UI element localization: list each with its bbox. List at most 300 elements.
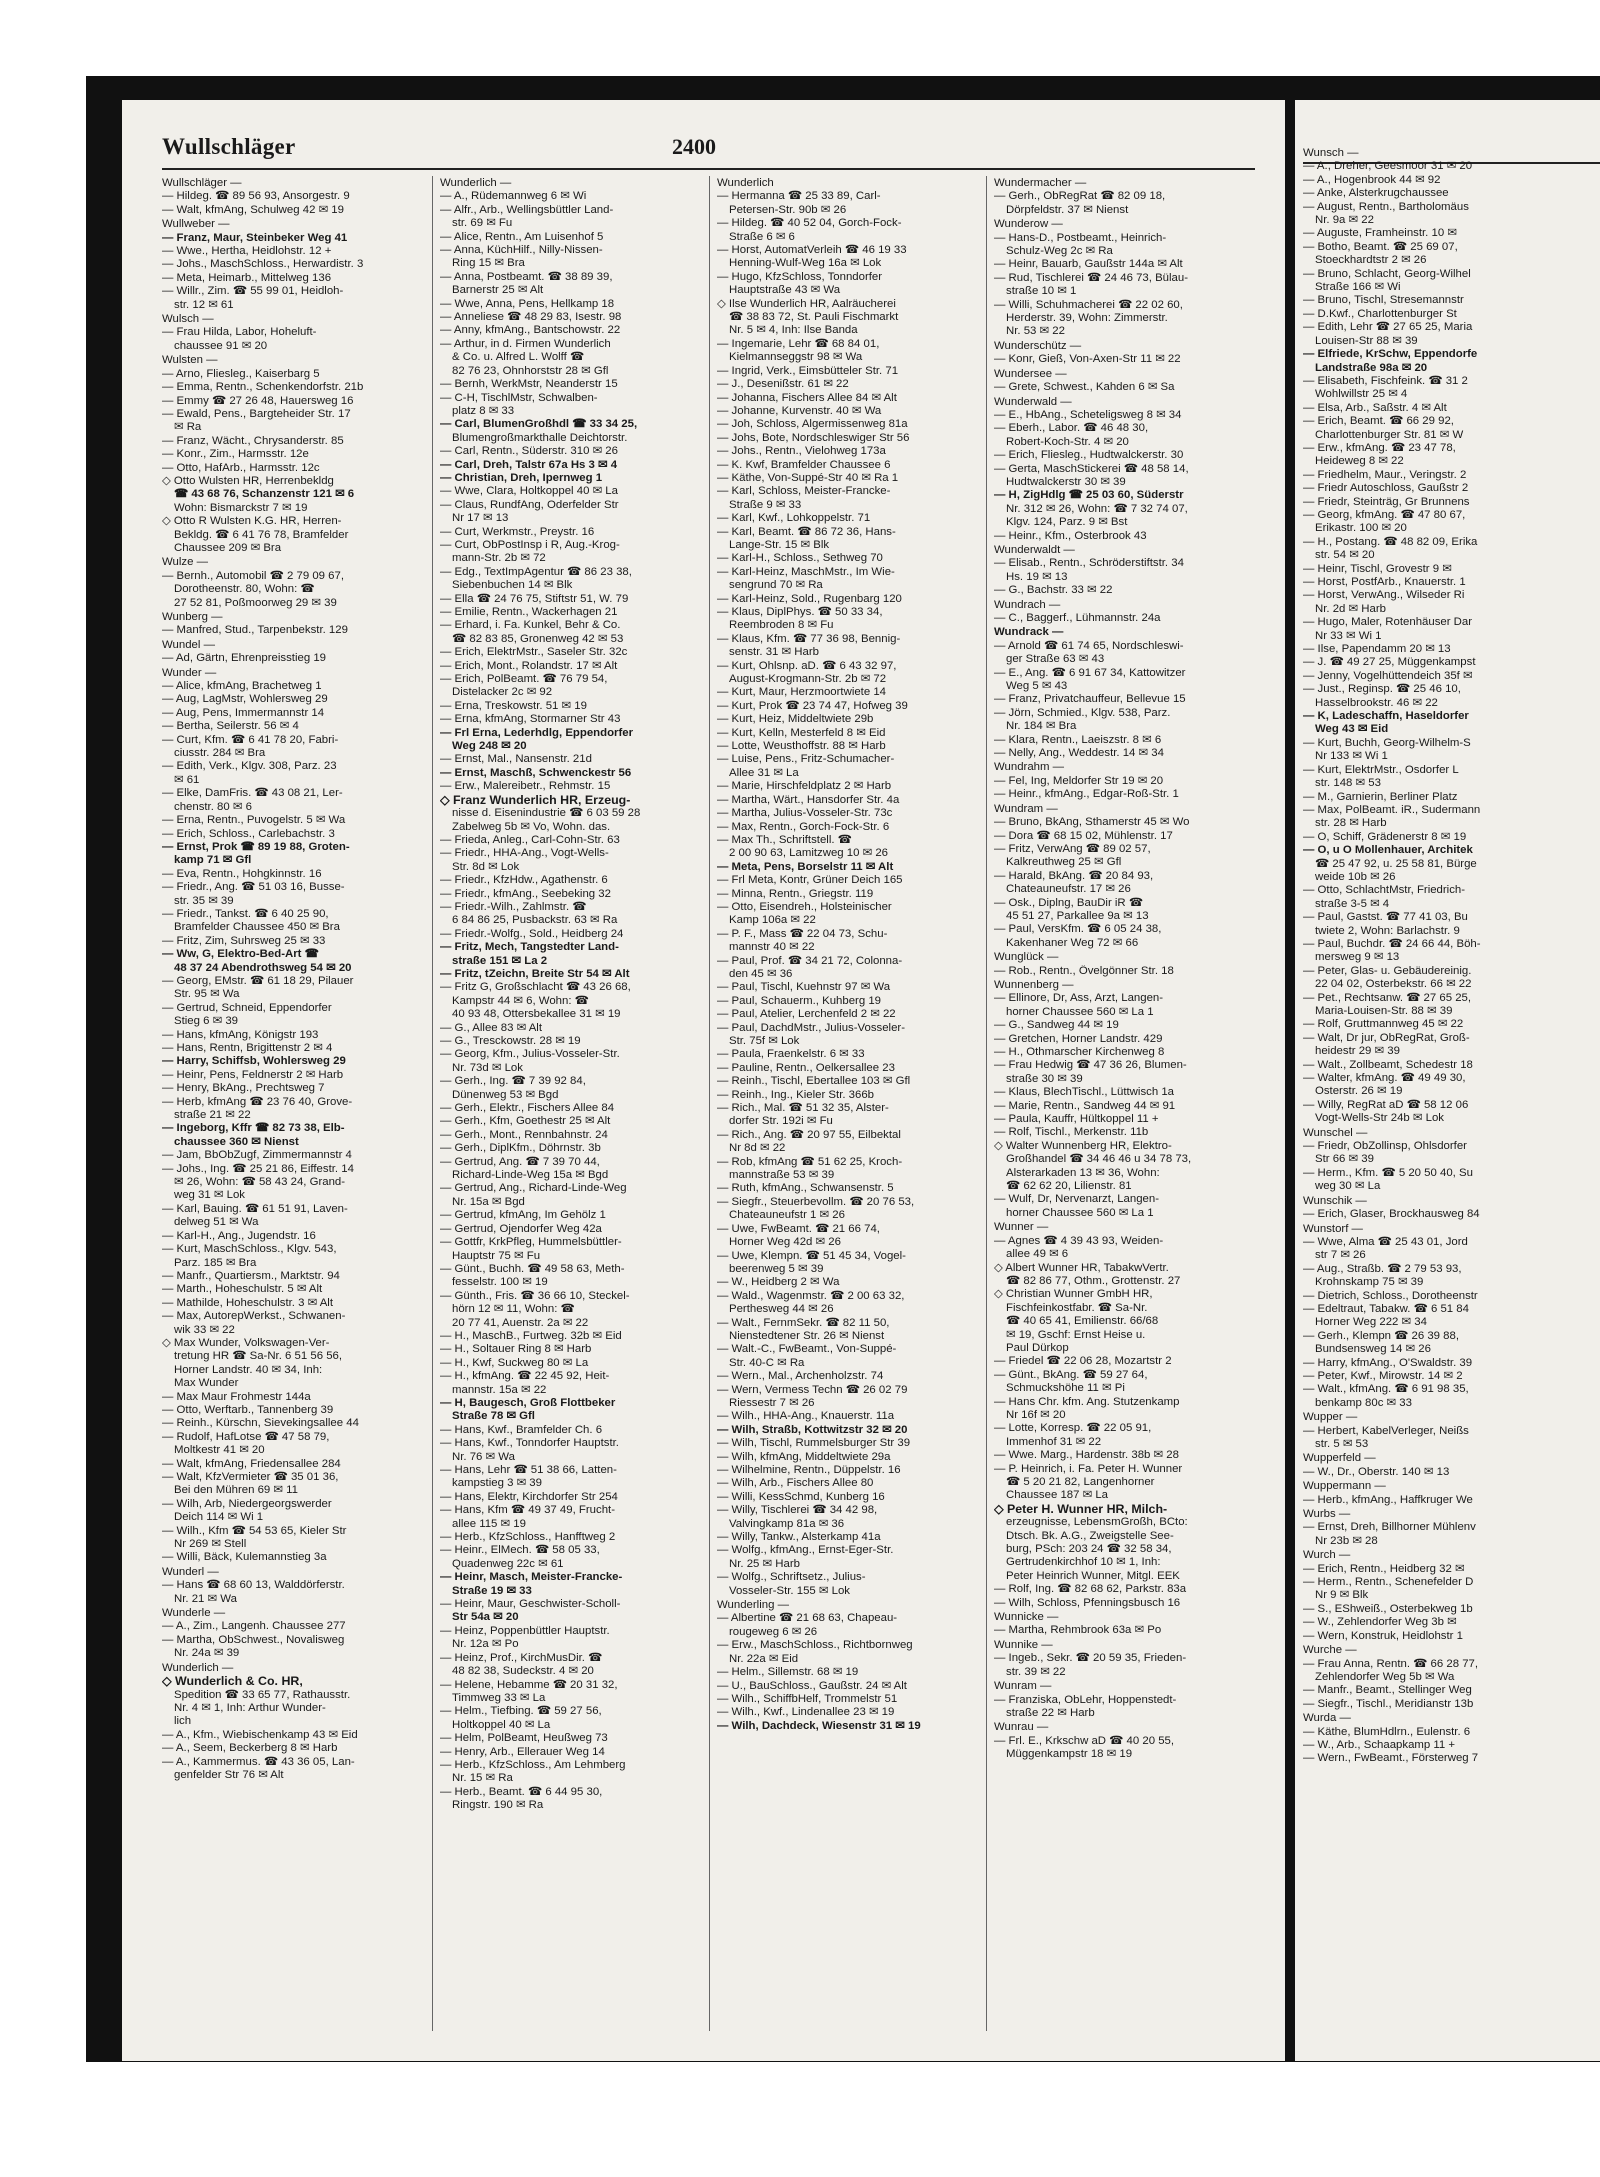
directory-entry: — Herb., Beamt. ☎ 6 44 95 30, bbox=[440, 1785, 603, 1798]
directory-entry: Chaussee 187 ✉ La bbox=[1006, 1489, 1109, 1502]
directory-entry: sengrund 70 ✉ Ra bbox=[729, 579, 823, 592]
directory-entry: Nr 9 ✉ Blk bbox=[1315, 1589, 1369, 1602]
directory-entry: — Rolf, Tischl., Merkenstr. 11b bbox=[994, 1126, 1149, 1139]
directory-entry: — Heinr, Maur, Geschwister-Scholl- bbox=[440, 1598, 621, 1611]
directory-entry: — Aug, LagMstr, Wohlersweg 29 bbox=[162, 693, 328, 706]
surname-heading: Wuppermann — bbox=[1303, 1480, 1386, 1493]
directory-entry: — Kurt, Maur, Herzmoortwiete 14 bbox=[717, 686, 887, 699]
directory-entry: — C., Baggerf., Lühmannstr. 24a bbox=[994, 612, 1161, 624]
directory-entry: Straße 78 ✉ Gfl bbox=[452, 1410, 535, 1423]
directory-entry: — Claus, RundfAng, Oderfelder Str bbox=[440, 498, 619, 511]
directory-entry: Nr. 15a ✉ Bgd bbox=[452, 1195, 525, 1208]
directory-entry: — Frieda, Anleg., Carl-Cohn-Str. 63 bbox=[440, 833, 620, 846]
directory-entry: — Manfr., Quartiersm., Marktstr. 94 bbox=[162, 1269, 340, 1282]
directory-entry: weg 31 ✉ Lok bbox=[174, 1189, 245, 1202]
directory-entry: Nr 17 ✉ 13 bbox=[452, 512, 509, 525]
directory-entry: — Günt., Buchh. ☎ 49 58 63, Meth- bbox=[440, 1262, 625, 1275]
surname-heading: Wurch — bbox=[1303, 1549, 1351, 1562]
directory-entry: — Dora ☎ 68 15 02, Mühlenstr. 17 bbox=[994, 829, 1173, 842]
directory-entry: — Frl Erna, Lederhdlg, Eppendorfer bbox=[440, 726, 634, 739]
directory-entry: allee 115 ✉ 19 bbox=[452, 1517, 526, 1530]
directory-entry: Kamp 106a ✉ 22 bbox=[729, 914, 816, 927]
directory-entry: — Heinr., Kfm., Osterbrook 43 bbox=[994, 529, 1147, 542]
directory-entry: den 45 ✉ 36 bbox=[729, 967, 793, 980]
directory-entry: — Fritz, Mech, Tangstedter Land- bbox=[440, 941, 619, 954]
directory-entry: Nr. 184 ✉ Bra bbox=[1006, 720, 1077, 733]
surname-heading: Wullweber — bbox=[162, 218, 230, 231]
directory-entry: — Herm., Kfm. ☎ 5 20 50 40, Su bbox=[1303, 1166, 1473, 1179]
directory-entry: — Ingrid, Verk., Eimsbütteler Str. 71 bbox=[717, 364, 899, 377]
directory-entry: fesselstr. 100 ✉ 19 bbox=[452, 1276, 548, 1289]
directory-entry: Nr. 2d ✉ Harb bbox=[1315, 602, 1386, 615]
directory-entry: — Reinh., Tischl, Ebertallee 103 ✉ Gfl bbox=[717, 1075, 911, 1088]
directory-entry: — Karl-Heinz, MaschMstr., Im Wie- bbox=[717, 565, 895, 578]
directory-entry: Horner Weg 222 ✉ 34 bbox=[1315, 1316, 1427, 1329]
directory-entry: — Carl, BlumenGroßhdl ☎ 33 34 25, bbox=[440, 418, 638, 431]
directory-entry: — Wilh., SchiffbHelf, Trommelstr 51 bbox=[717, 1692, 898, 1705]
directory-entry: Bundsensweg 14 ✉ 26 bbox=[1315, 1343, 1431, 1356]
directory-entry: Nr. 53 ✉ 22 bbox=[1006, 325, 1065, 338]
directory-entry: — Friedel ☎ 22 06 28, Mozartstr 2 bbox=[994, 1355, 1172, 1368]
directory-entry: — Hermanna ☎ 25 33 89, Carl- bbox=[717, 190, 881, 203]
directory-entry: Nr 33 ✉ Wi 1 bbox=[1315, 629, 1382, 642]
directory-entry: — G., Tresckowstr. 28 ✉ 19 bbox=[440, 1035, 581, 1047]
directory-entry: — Walt, Dr jur, ObRegRat, Groß- bbox=[1303, 1031, 1470, 1044]
surname-heading: Wunschel — bbox=[1303, 1126, 1368, 1139]
directory-entry: — Eva, Rentn., Hohgkinnstr. 16 bbox=[162, 867, 322, 880]
directory-entry: 20 77 41, Auenstr. 2a ✉ 22 bbox=[452, 1316, 589, 1329]
surname-heading: Wundrahm — bbox=[994, 761, 1065, 774]
directory-entry: Kampstr 44 ✉ 6, Wohn: ☎ bbox=[452, 994, 589, 1007]
directory-entry: — Wilh, Schloss, Pfenningsbusch 16 bbox=[994, 1596, 1181, 1609]
directory-entry: Hauptstr 75 ✉ Fu bbox=[452, 1249, 541, 1262]
directory-entry: — O, Schiff, Grädenerstr 8 ✉ 19 bbox=[1303, 830, 1467, 843]
directory-entry: Riessestr 7 ✉ 26 bbox=[729, 1396, 815, 1409]
directory-entry: Str. 95 ✉ Wa bbox=[174, 988, 240, 1001]
directory-entry: — Walt.-C., FwBeamt., Von-Suppé- bbox=[717, 1343, 897, 1356]
directory-entry: Lange-Str. 15 ✉ Blk bbox=[729, 538, 830, 551]
directory-entry: beerenweg 5 ✉ 39 bbox=[729, 1262, 824, 1275]
directory-entry: genfelder Str 76 ✉ Alt bbox=[174, 1768, 284, 1781]
directory-entry: — Fritz, tZeichn, Breite Str 54 ✉ Alt bbox=[440, 967, 630, 980]
directory-entry: — Paul, VersKfm. ☎ 6 05 24 38, bbox=[994, 923, 1162, 936]
directory-entry: ☎ 62 62 20, Lilienstr. 81 bbox=[1006, 1180, 1132, 1193]
directory-entry: — Hans, Lehr ☎ 51 38 66, Latten- bbox=[440, 1464, 617, 1476]
directory-entry: — Willy, RegRat aD ☎ 58 12 06 bbox=[1303, 1098, 1469, 1111]
directory-entry: — Lotte, Weusthoffstr. 88 ✉ Harb bbox=[717, 740, 886, 753]
directory-entry: — Kurt, Kelln, Mesterfeld 8 ✉ Eid bbox=[717, 726, 886, 739]
directory-entry: — Friedr., KfzHdw., Agathenstr. 6 bbox=[440, 874, 608, 887]
directory-entry: — Hans ☎ 68 60 13, Walddörferstr. bbox=[162, 1579, 345, 1592]
surname-heading: Wunsch — bbox=[1303, 147, 1359, 159]
directory-entry: — Günth., Fris. ☎ 36 66 10, Steckel- bbox=[440, 1289, 630, 1302]
surname-heading: Wunram — bbox=[994, 1680, 1052, 1693]
directory-entry: — Elisab., Rentn., Schröderstiftstr. 34 bbox=[994, 557, 1184, 570]
directory-entry: Chateauneufstr. 17 ✉ 26 bbox=[1006, 883, 1131, 896]
directory-entry: — Franziska, ObLehr, Hoppenstedt- bbox=[994, 1693, 1177, 1706]
directory-entry: — Herb., KfzSchloss., Am Lehmberg bbox=[440, 1758, 626, 1771]
directory-column-4 bbox=[994, 176, 1254, 2061]
directory-entry: — Ingeb., Sekr. ☎ 20 59 35, Frieden- bbox=[994, 1652, 1187, 1665]
directory-entry: Gertrudenkirchhof 10 ✉ 1, Inh: bbox=[1006, 1556, 1161, 1569]
directory-entry: Chaussee 209 ✉ Bra bbox=[174, 541, 282, 554]
directory-entry: — Klara, Rentn., Laeiszstr. 8 ✉ 6 bbox=[994, 733, 1162, 746]
directory-entry: — Kurt, Heiz, Middeltwiete 29b bbox=[717, 713, 874, 726]
directory-entry: Holtkoppel 40 ✉ La bbox=[452, 1718, 551, 1731]
page-header bbox=[162, 134, 1257, 164]
directory-entry: — Martha, Rehmbrook 63a ✉ Po bbox=[994, 1624, 1162, 1637]
directory-entry: — Walt., Zollbeamt, Schedestr 18 bbox=[1303, 1058, 1473, 1071]
directory-entry: — Erich, Beamt. ☎ 66 29 92, bbox=[1303, 415, 1454, 428]
directory-entry: — Konr, Gieß, Von-Axen-Str 11 ✉ 22 bbox=[994, 353, 1181, 366]
directory-entry: — Herbert, KabelVerleger, Neißs bbox=[1303, 1424, 1469, 1437]
directory-entry: — Erw., MaschSchloss., Richtbornweg bbox=[717, 1639, 913, 1652]
directory-entry: — H., Soltauer Ring 8 ✉ Harb bbox=[440, 1343, 592, 1356]
directory-entry: — Rob, kfmAng ☎ 51 62 25, Kroch- bbox=[717, 1155, 903, 1168]
directory-entry: Nr. 9a ✉ 22 bbox=[1315, 214, 1374, 227]
directory-entry: — Nelly, Ang., Weddestr. 14 ✉ 34 bbox=[994, 747, 1164, 760]
directory-column-right bbox=[1303, 146, 1600, 2061]
directory-entry: — Frl. E., Krkschw aD ☎ 40 20 55, bbox=[994, 1734, 1175, 1747]
surname-heading: Wunderl — bbox=[162, 1565, 219, 1578]
surname-heading: Wundermacher — bbox=[994, 177, 1087, 189]
directory-entry: — Aug, Pens, Immermannstr 14 bbox=[162, 706, 325, 719]
directory-entry: — Carl, Rentn., Süderstr. 310 ✉ 26 bbox=[440, 445, 618, 458]
directory-entry: — G., Allee 83 ✉ Alt bbox=[440, 1021, 542, 1034]
directory-entry: — Anneliese ☎ 48 29 83, Isestr. 98 bbox=[440, 311, 622, 324]
surname-heading: Wunderschütz — bbox=[994, 339, 1082, 352]
directory-entry: — Hans, Kwf., Tonndorfer Hauptstr. bbox=[440, 1437, 619, 1450]
surname-heading: Wunderle — bbox=[162, 1607, 226, 1620]
directory-entry: — Meta, Heimarb., Mittelweg 136 bbox=[162, 271, 332, 284]
directory-entry: Str 54a ✉ 20 bbox=[452, 1611, 519, 1624]
directory-entry: Müggenkampstr 18 ✉ 19 bbox=[1006, 1748, 1133, 1761]
directory-entry: chenstr. 80 ✉ 6 bbox=[174, 800, 252, 813]
directory-entry: — Wolfg., kfmAng., Ernst-Eger-Str. bbox=[717, 1544, 894, 1557]
directory-entry: — Horst, PostfArb., Knauerstr. 1 bbox=[1303, 576, 1466, 588]
directory-entry: — Friedr., HHA-Ang., Vogt-Wells- bbox=[440, 847, 609, 860]
directory-entry: — Anna, KüchHilf., Nilly-Nissen- bbox=[440, 244, 603, 257]
directory-entry: — Ernst, Mal., Nansenstr. 21d bbox=[440, 753, 592, 766]
directory-entry: — Agnes ☎ 4 39 43 93, Weiden- bbox=[994, 1234, 1164, 1247]
directory-entry: Vosseler-Str. 155 ✉ Lok bbox=[729, 1584, 850, 1597]
directory-entry: — Gerh., Mont., Rennbahnstr. 24 bbox=[440, 1128, 608, 1141]
directory-entry: — Friedr., Tankst. ☎ 6 40 25 90, bbox=[162, 907, 329, 920]
directory-entry: — A., Zim., Langenh. Chaussee 277 bbox=[162, 1620, 346, 1633]
directory-entry: — Emilie, Rentn., Wackerhagen 21 bbox=[440, 606, 618, 618]
directory-entry: horner Chaussee 560 ✉ La 1 bbox=[1006, 1005, 1154, 1018]
directory-entry: Bei den Mühren 69 ✉ 11 bbox=[174, 1484, 298, 1497]
directory-entry: — Johanne, Kurvenstr. 40 ✉ Wa bbox=[717, 404, 882, 417]
directory-column-2 bbox=[440, 176, 700, 2061]
directory-entry: Barnerstr 25 ✉ Alt bbox=[452, 284, 544, 297]
directory-entry: — Wilhelmine, Rentn., Düppelstr. 16 bbox=[717, 1464, 901, 1476]
directory-entry: — Kurt, Buchh, Georg-Wilhelm-S bbox=[1303, 736, 1471, 749]
directory-entry: — Gertrud, kfmAng, Im Gehölz 1 bbox=[440, 1209, 606, 1222]
surname-heading: Wunderlich bbox=[717, 177, 774, 189]
directory-entry: — Dietrich, Schloss., Dorotheenstr bbox=[1303, 1289, 1478, 1302]
directory-entry: — Jörn, Schmied., Klgv. 538, Parz. bbox=[994, 706, 1171, 719]
directory-entry: — Fritz, Zim, Suhrsweg 25 ✉ 33 bbox=[162, 934, 326, 947]
directory-entry: — E., HbAng., Scheteligsweg 8 ✉ 34 bbox=[994, 408, 1182, 421]
directory-entry: Valvingkamp 81a ✉ 36 bbox=[729, 1517, 845, 1530]
directory-entry: Ringstr. 190 ✉ Ra bbox=[452, 1799, 544, 1812]
directory-entry: — Paul, Prof. ☎ 34 21 72, Colonna- bbox=[717, 954, 903, 967]
directory-entry: — Fritz G, Großschlacht ☎ 43 26 68, bbox=[440, 981, 631, 994]
directory-entry: — Aug., Straßb. ☎ 2 79 53 93, bbox=[1303, 1262, 1462, 1275]
directory-entry: — Friedhelm, Maur., Veringstr. 2 bbox=[1303, 468, 1467, 481]
directory-entry: — Max, AutorepWerkst., Schwanen- bbox=[162, 1310, 346, 1323]
directory-entry: Krohnskamp 75 ✉ 39 bbox=[1315, 1276, 1424, 1289]
directory-entry: — Willy, Tischlerei ☎ 34 42 98, bbox=[717, 1504, 878, 1517]
directory-entry: Nr. 5 ✉ 4, Inh: Ilse Banda bbox=[729, 324, 858, 337]
directory-entry: ◇ Franz Wunderlich HR, Erzeug- bbox=[440, 793, 631, 807]
directory-entry: str 7 ✉ 26 bbox=[1315, 1249, 1366, 1262]
directory-entry: — Kurt, MaschSchloss., Klgv. 543, bbox=[162, 1243, 337, 1256]
directory-entry: Großhandel ☎ 34 46 46 u 34 78 73, bbox=[1006, 1153, 1192, 1166]
directory-entry: — Ernst, Maschß, Schwenckestr 56 bbox=[440, 766, 632, 779]
directory-entry: — Henry, BkAng., Prechtsweg 7 bbox=[162, 1082, 325, 1095]
directory-entry: — Ruth, kfmAng., Schwansenstr. 5 bbox=[717, 1182, 894, 1195]
directory-entry: — Friedr, ObZollinsp, Ohlsdorfer bbox=[1303, 1140, 1467, 1153]
directory-entry: Nr 16f ✉ 20 bbox=[1006, 1408, 1066, 1421]
directory-page-left bbox=[122, 100, 1285, 2061]
directory-entry: — Konr., Zim., Harmsstr. 12e bbox=[162, 448, 309, 461]
directory-entry: Heideweg 8 ✉ 22 bbox=[1315, 455, 1404, 468]
directory-entry: — Uwe, Klempn. ☎ 51 45 34, Vogel- bbox=[717, 1249, 906, 1262]
directory-entry: — Helm., Tiefbing. ☎ 59 27 56, bbox=[440, 1705, 602, 1718]
directory-entry: — Johs., MaschSchloss., Herwardistr. 3 bbox=[162, 258, 364, 271]
directory-entry: — Botho, Beamt. ☎ 25 69 07, bbox=[1303, 240, 1458, 253]
directory-entry: — Alice, kfmAng, Brachetweg 1 bbox=[162, 680, 322, 693]
directory-entry: Henning-Wulf-Weg 16a ✉ Lok bbox=[729, 257, 882, 270]
directory-entry: — Gerh., Ing. ☎ 7 39 92 84, bbox=[440, 1075, 586, 1088]
surname-heading: Wulsch — bbox=[162, 313, 214, 326]
surname-heading: Wunschik — bbox=[1303, 1194, 1367, 1207]
directory-entry: — Kurt, ElektrMstr., Osdorfer L bbox=[1303, 763, 1459, 776]
directory-entry: — Gertrud, Ang. ☎ 7 39 70 44, bbox=[440, 1155, 600, 1168]
directory-entry: ◇ Wunderlich & Co. HR, bbox=[162, 1675, 303, 1689]
directory-entry: Alsterarkaden 13 ✉ 36, Wohn: bbox=[1006, 1166, 1160, 1179]
directory-entry: Quadenweg 22c ✉ 61 bbox=[452, 1557, 564, 1570]
directory-entry: allee 49 ✉ 6 bbox=[1006, 1248, 1069, 1261]
directory-entry: Ring 15 ✉ Bra bbox=[452, 257, 525, 270]
directory-entry: — A., Seem, Beckerberg 8 ✉ Harb bbox=[162, 1742, 338, 1755]
directory-entry: — Johanna, Fischers Allee 84 ✉ Alt bbox=[717, 391, 897, 404]
directory-entry: ciusstr. 284 ✉ Bra bbox=[174, 747, 266, 760]
directory-entry: — Walt., FernmSekr. ☎ 82 11 50, bbox=[717, 1316, 890, 1329]
directory-entry: — Erna, Rentn., Puvogelstr. 5 ✉ Wa bbox=[162, 814, 346, 827]
directory-entry: — H., MaschB., Furtweg. 32b ✉ Eid bbox=[440, 1329, 622, 1342]
directory-entry: ◇ Walter Wunnenberg HR, Elektro- bbox=[994, 1139, 1172, 1152]
directory-entry: kampstieg 3 ✉ 39 bbox=[452, 1477, 542, 1490]
directory-entry: Louisen-Str 88 ✉ 39 bbox=[1315, 334, 1418, 347]
directory-entry: — Walt, KfzVermieter ☎ 35 01 36, bbox=[162, 1471, 339, 1483]
directory-entry: Osterstr. 26 ✉ 19 bbox=[1315, 1085, 1403, 1098]
directory-entry: ☎ 38 83 72, St. Pauli Fischmarkt bbox=[729, 311, 899, 324]
directory-entry: — Friedr, Steinträg, Gr Brunnens bbox=[1303, 495, 1470, 508]
directory-entry: Perthesweg 44 ✉ 26 bbox=[729, 1303, 834, 1316]
directory-entry: — Rob., Rentn., Övelgönner Str. 18 bbox=[994, 964, 1174, 977]
directory-entry: — G., Bachstr. 33 ✉ 22 bbox=[994, 584, 1113, 597]
directory-entry: — H, Baugesch, Groß Flottbeker bbox=[440, 1396, 616, 1409]
directory-entry: Dörpfeldstr. 37 ✉ Nienst bbox=[1006, 203, 1129, 216]
directory-entry: — C-H, TischlMstr, Schwalben- bbox=[440, 391, 598, 404]
surname-heading: Wundrach — bbox=[994, 598, 1061, 611]
directory-entry: — Heinr., ElMech. ☎ 58 05 33, bbox=[440, 1544, 600, 1557]
directory-entry: — Helm, PolBeamt, Heußweg 73 bbox=[440, 1732, 608, 1745]
directory-entry: 45 51 27, Parkallee 9a ✉ 13 bbox=[1006, 909, 1149, 922]
directory-entry: — Gretchen, Horner Landstr. 429 bbox=[994, 1032, 1163, 1045]
directory-entry: Dtsch. Bk. A.G., Zweigstelle See- bbox=[1006, 1529, 1174, 1542]
directory-entry: Klgv. 124, Parz. 9 ✉ Bst bbox=[1006, 516, 1128, 529]
directory-entry: Fischfeinkostfabr. ☎ Sa-Nr. bbox=[1006, 1301, 1148, 1314]
directory-entry: — Erna, Treskowstr. 51 ✉ 19 bbox=[440, 699, 587, 712]
directory-entry: — Karl-H., Ang., Jugendstr. 16 bbox=[162, 1229, 316, 1242]
directory-entry: — Paula, Kauffr, Hültkoppel 11 + bbox=[994, 1113, 1159, 1126]
directory-entry: — W., Zehlendorfer Weg 3b ✉ bbox=[1303, 1616, 1457, 1629]
directory-entry: — Walt, kfmAng, Schulweg 42 ✉ 19 bbox=[162, 203, 344, 216]
directory-entry: Straße 6 ✉ 6 bbox=[729, 230, 795, 243]
directory-entry: ◇ Otto R Wulsten K.G. HR, Herren- bbox=[162, 515, 342, 528]
directory-entry: — Käthe, BlumHdlrn., Eulenstr. 6 bbox=[1303, 1725, 1471, 1738]
surname-heading: Wunderwald — bbox=[994, 395, 1072, 408]
directory-entry: — Bertha, Seilerstr. 56 ✉ 4 bbox=[162, 720, 299, 733]
directory-entry: — Wwe., Hertha, Heidlohstr. 12 + bbox=[162, 245, 332, 258]
directory-entry: Robert-Koch-Str. 4 ✉ 20 bbox=[1006, 435, 1129, 448]
surname-heading: Wulsten — bbox=[162, 354, 218, 367]
directory-entry: — Elke, DamFris. ☎ 43 08 21, Ler- bbox=[162, 787, 343, 800]
directory-entry: — M., Garnierin, Berliner Platz bbox=[1303, 790, 1458, 803]
column-divider bbox=[986, 176, 987, 2031]
directory-entry: ✉ Ra bbox=[174, 421, 202, 434]
directory-entry: — Meta, Pens, Borselstr 11 ✉ Alt bbox=[717, 860, 894, 873]
directory-entry: delweg 51 ✉ Wa bbox=[174, 1216, 259, 1229]
directory-entry: Blumengroßmarkthalle Deichtorstr. bbox=[452, 431, 628, 444]
directory-entry: — Rich., Mal. ☎ 51 32 35, Alster- bbox=[717, 1102, 889, 1115]
directory-entry: Weg 43 ✉ Eid bbox=[1315, 723, 1389, 736]
directory-entry: — Heinr, Masch, Meister-Francke- bbox=[440, 1571, 623, 1584]
directory-entry: Immenhof 31 ✉ 22 bbox=[1006, 1435, 1102, 1448]
directory-entry: — Rolf, Ing. ☎ 82 68 62, Parkstr. 83a bbox=[994, 1583, 1187, 1596]
directory-entry: — Siegfr., Tischl., Meridianstr 13b bbox=[1303, 1697, 1474, 1710]
directory-entry: — Rud, Tischlerei ☎ 24 46 73, Bülau- bbox=[994, 271, 1189, 284]
directory-entry: Nr. 21 ✉ Wa bbox=[174, 1592, 237, 1605]
directory-entry: erzeugnisse, LebensmGroßh, BCto: bbox=[1006, 1516, 1188, 1529]
directory-entry: Wohlwillstr 25 ✉ 4 bbox=[1315, 388, 1408, 401]
directory-entry: Maria-Louisen-Str. 88 ✉ 39 bbox=[1315, 1005, 1453, 1017]
directory-entry: — Wilh, Dachdeck, Wiesenstr 31 ✉ 19 bbox=[717, 1719, 921, 1732]
directory-entry: — Marie, Rentn., Sandweg 44 ✉ 91 bbox=[994, 1099, 1176, 1112]
directory-entry: — Anny, kfmAng., Bantschowstr. 22 bbox=[440, 324, 621, 337]
directory-entry: — H., Postang. ☎ 48 82 09, Erika bbox=[1303, 535, 1478, 548]
directory-entry: Str. 40-C ✉ Ra bbox=[729, 1356, 805, 1369]
directory-entry: — Paul, Gastst. ☎ 77 41 03, Bu bbox=[1303, 911, 1468, 924]
directory-entry: — Ernst, Prok ☎ 89 19 88, Groten- bbox=[162, 840, 350, 853]
directory-entry: — Klaus, BlechTischl., Lüttwisch 1a bbox=[994, 1086, 1175, 1099]
directory-entry: Petersen-Str. 90b ✉ 26 bbox=[729, 203, 847, 216]
directory-entry: Deich 114 ✉ Wi 1 bbox=[174, 1511, 264, 1524]
directory-entry: — D.Kwf., Charlottenburger St bbox=[1303, 307, 1457, 320]
directory-entry: — Karl, Schloss, Meister-Francke- bbox=[717, 485, 891, 498]
directory-entry: — Bernh, WerkMstr, Neanderstr 15 bbox=[440, 378, 618, 391]
directory-entry: — Hugo, Maler, Rotenhäuser Dar bbox=[1303, 616, 1473, 629]
directory-entry: Siebenbuchen 14 ✉ Blk bbox=[452, 579, 573, 592]
directory-entry: — Ingeborg, Kffr ☎ 82 73 38, Elb- bbox=[162, 1122, 345, 1135]
directory-entry: Kielmannseggstr 98 ✉ Wa bbox=[729, 351, 863, 364]
directory-entry: — Anke, Alsterkrugchaussee bbox=[1303, 187, 1449, 200]
directory-entry: 22 04 02, Osterbekstr. 66 ✉ 22 bbox=[1315, 978, 1472, 991]
directory-entry: & Co. u. Alfred L. Wolff ☎ bbox=[452, 351, 585, 364]
directory-entry: — Arnold ☎ 61 74 65, Nordschleswi- bbox=[994, 639, 1184, 652]
directory-entry: — H., Kwf, Suckweg 80 ✉ La bbox=[440, 1356, 589, 1369]
directory-entry: — Reinh., Ing., Kieler Str. 366b bbox=[717, 1088, 875, 1101]
directory-entry: — Emmy ☎ 27 26 48, Hauersweg 16 bbox=[162, 394, 354, 407]
directory-entry: — Gerta, MaschStickerei ☎ 48 58 14, bbox=[994, 462, 1189, 475]
directory-entry: — Gerh., DiplKfm., Döhrnstr. 3b bbox=[440, 1142, 601, 1155]
directory-entry: Chateauneufstr 1 ✉ 26 bbox=[729, 1209, 845, 1222]
directory-entry: — Edith, Lehr ☎ 27 65 25, Maria bbox=[1303, 321, 1473, 334]
directory-entry: — Johs., Rentn., Vielohweg 173a bbox=[717, 445, 886, 458]
directory-entry: — Auguste, Framheinstr. 10 ✉ bbox=[1303, 227, 1457, 240]
header-rule bbox=[162, 168, 1255, 170]
directory-entry: Straße 9 ✉ 33 bbox=[729, 498, 802, 511]
directory-entry: — Martha, Wärt., Hansdorfer Str. 4a bbox=[717, 793, 900, 806]
directory-entry: — Harry, kfmAng., O'Swaldstr. 39 bbox=[1303, 1356, 1473, 1369]
directory-entry: — Just., Reginsp. ☎ 25 46 10, bbox=[1303, 683, 1461, 696]
directory-entry: — Erich, Glaser, Brockhausweg 84 bbox=[1303, 1208, 1480, 1221]
directory-entry: — Heinz, Prof., KirchMusDir. ☎ bbox=[440, 1651, 603, 1664]
directory-entry: — Jam, BbObZugf, Zimmermannstr 4 bbox=[162, 1149, 352, 1162]
directory-entry: — Uwe, FwBeamt. ☎ 21 66 74, bbox=[717, 1222, 880, 1235]
directory-entry: — Wilh, Arb., Fischers Allee 80 bbox=[717, 1477, 874, 1490]
directory-entry: — Franz, Wächt., Chrysanderstr. 85 bbox=[162, 434, 344, 447]
directory-entry: — Georg, kfmAng. ☎ 47 80 67, bbox=[1303, 508, 1466, 521]
directory-entry: Str. 8d ✉ Lok bbox=[452, 860, 520, 873]
directory-entry: — Gerh., ObRegRat ☎ 82 09 18, bbox=[994, 190, 1166, 203]
directory-entry: Dorotheenstr. 80, Wohn: ☎ bbox=[174, 583, 315, 596]
surname-heading: Wunnike — bbox=[994, 1638, 1053, 1651]
directory-entry: Nr. 25 ✉ Harb bbox=[729, 1557, 800, 1570]
directory-entry: senstr. 31 ✉ Harb bbox=[729, 646, 819, 659]
directory-entry: — Friedr., kfmAng., Seebeking 32 bbox=[440, 887, 611, 900]
directory-entry: — A., Dreher, Geesmoor 31 ✉ 20 bbox=[1303, 160, 1473, 173]
directory-entry: — G., Sandweg 44 ✉ 19 bbox=[994, 1019, 1119, 1032]
directory-entry: Str. 75f ✉ Lok bbox=[729, 1035, 800, 1047]
surname-heading: Wunderwaldt — bbox=[994, 543, 1075, 556]
directory-entry: — Gottfr, KrkPfleg, Hummelsbüttler- bbox=[440, 1236, 622, 1249]
directory-entry: — Horst, VerwAng., Wilseder Ri bbox=[1303, 589, 1465, 602]
directory-entry: — Erw., kfmAng. ☎ 23 47 78, bbox=[1303, 441, 1456, 454]
directory-entry: — Hans, kfmAng, Königstr 193 bbox=[162, 1028, 319, 1041]
directory-entry: — Grete, Schwest., Kahden 6 ✉ Sa bbox=[994, 381, 1175, 394]
directory-entry: — Johs., Ing. ☎ 25 21 86, Eiffestr. 14 bbox=[162, 1162, 354, 1175]
directory-entry: — Max Maur Frohmestr 144a bbox=[162, 1390, 311, 1403]
directory-entry: Moltkestr 41 ✉ 20 bbox=[174, 1444, 265, 1457]
directory-entry: Nr. 15 ✉ Ra bbox=[452, 1772, 513, 1785]
directory-entry: — J. ☎ 49 27 25, Müggenkampst bbox=[1303, 656, 1476, 669]
directory-entry: — Heinr, Tischl, Grovestr 9 ✉ bbox=[1303, 562, 1452, 575]
directory-entry: ◇ Otto Wulsten HR, Herrenbekldg bbox=[162, 474, 334, 487]
directory-entry: Nr. 73d ✉ Lok bbox=[452, 1061, 523, 1074]
directory-entry: — Arno, Fliesleg., Kaiserbarg 5 bbox=[162, 367, 320, 380]
directory-entry: — Willi, Bäck, Kulemannstieg 3a bbox=[162, 1551, 327, 1564]
directory-entry: ✉ 61 bbox=[174, 773, 200, 786]
directory-entry: — Arthur, in d. Firmen Wunderlich bbox=[440, 337, 611, 350]
directory-entry: — Friedr.-Wolfg., Sold., Heidberg 24 bbox=[440, 927, 624, 940]
directory-entry: — Harald, BkAng. ☎ 20 84 93, bbox=[994, 869, 1154, 882]
directory-entry: — Ellinore, Dr, Ass, Arzt, Langen- bbox=[994, 992, 1164, 1005]
